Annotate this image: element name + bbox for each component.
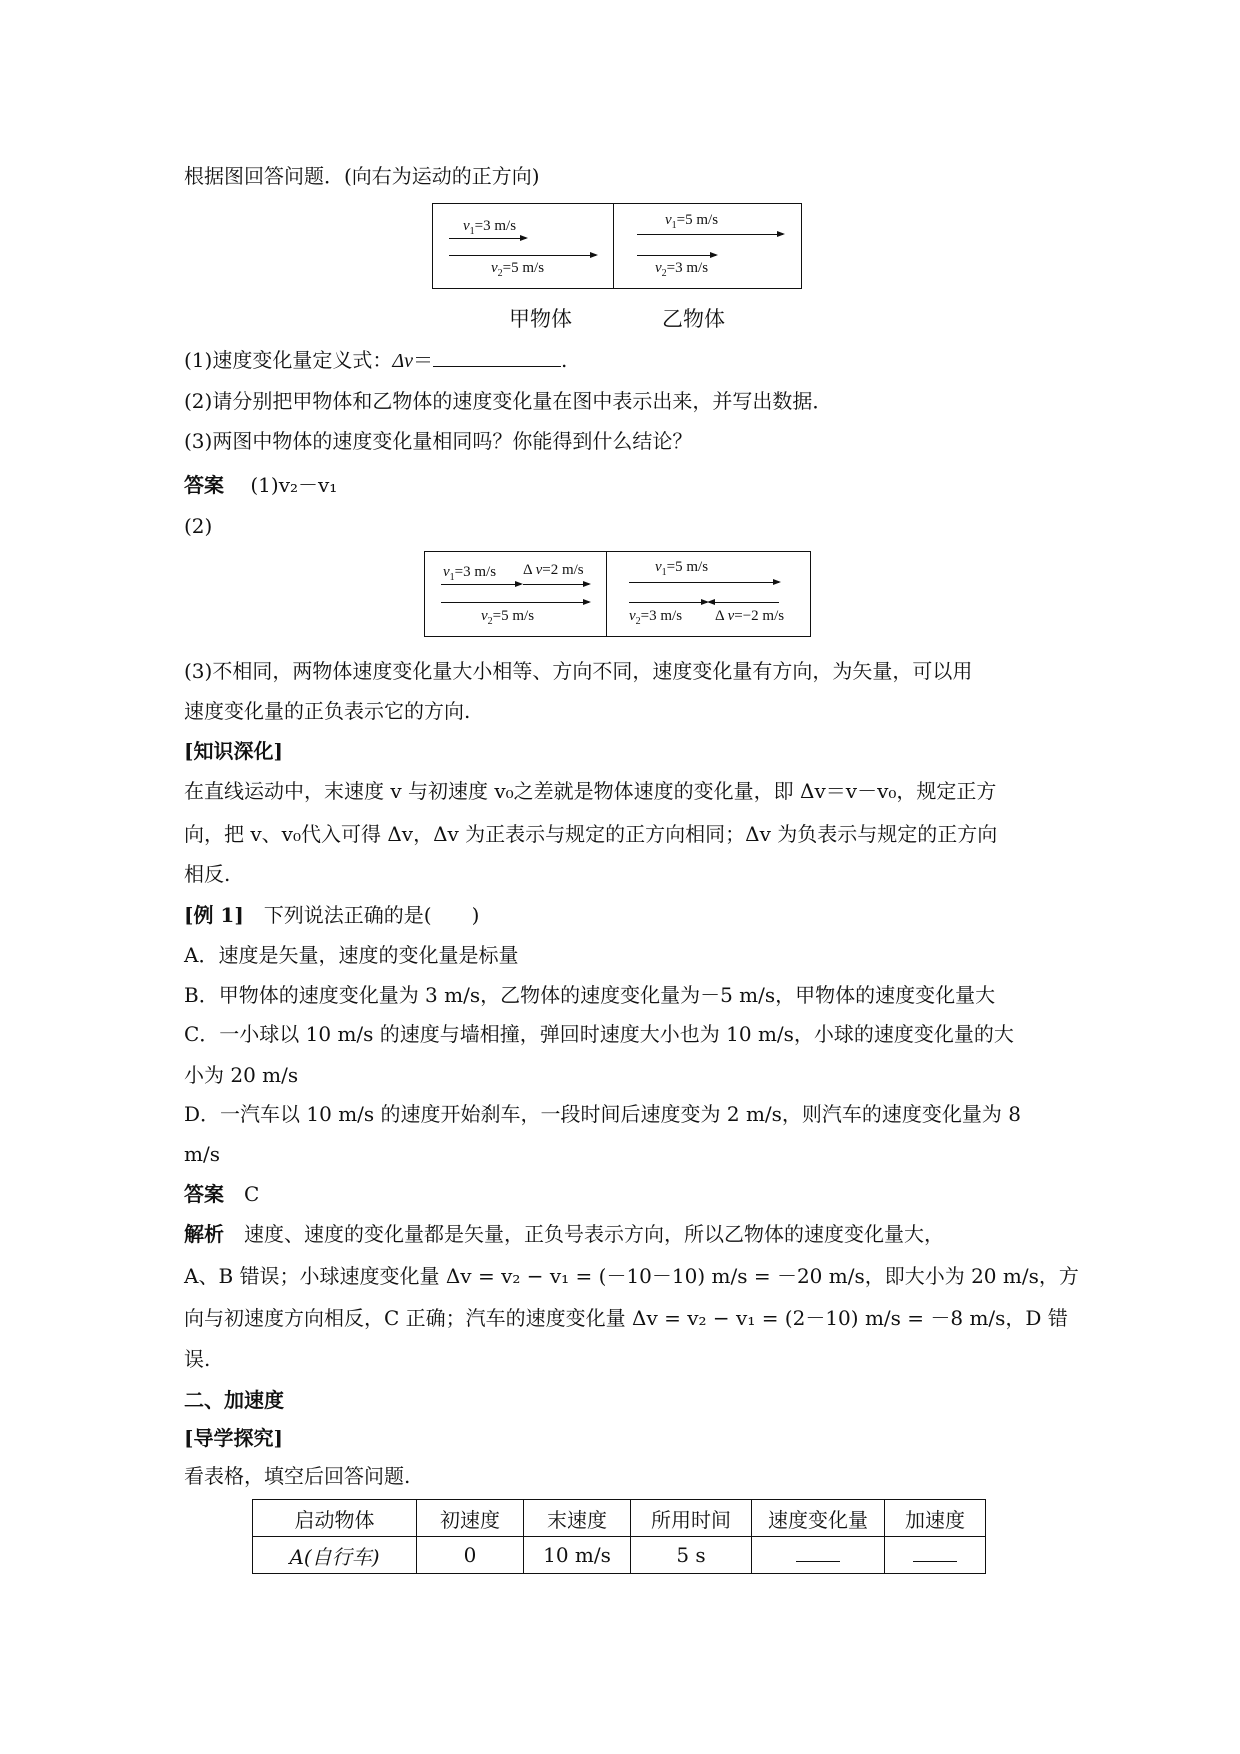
arrow-right-v1	[637, 234, 783, 235]
knowledge-line-1: 在直线运动中，末速度 v 与初速度 v₀之差就是物体速度的变化量，即 Δv＝v－v₀，规定正方	[184, 779, 997, 803]
arrow-right-v1	[629, 582, 779, 583]
analysis-line-3: 向与初速度方向相反，C 正确；汽车的速度变化量 Δv = v₂ − v₁ = (2－10) m/s = －8 m/s，D 错	[184, 1306, 1068, 1330]
caption-yi: 乙物体	[662, 307, 725, 331]
velocity-diagram-answer	[424, 551, 811, 637]
answer-blank	[433, 346, 561, 367]
question-2: (2)请分别把甲物体和乙物体的速度变化量在图中表示出来，并写出数据．	[184, 389, 833, 413]
label-right-v1: $v_1=5$ m/s	[665, 212, 719, 231]
caption-jia: 甲物体	[509, 307, 572, 331]
label-right-v2: $v_2=3$ m/s	[655, 260, 709, 279]
section-2-sub: [导学探究]	[184, 1426, 283, 1450]
answer-3-line-1: (3)不相同，两物体速度变化量大小相等、方向不同，速度变化量有方向，为矢量，可以用	[184, 659, 973, 683]
label-left-dv: Δ v=2 m/s	[523, 562, 584, 578]
velocity-diagram-question	[432, 203, 802, 289]
answer-3-line-2: 速度变化量的正负表示它的方向.	[184, 699, 471, 723]
arrow-right-dv	[709, 602, 779, 603]
analysis-line-1: 解析 速度、速度的变化量都是矢量，正负号表示方向，所以乙物体的速度变化量大，	[184, 1222, 944, 1246]
analysis-line-2: A、B 错误；小球速度变化量 Δv = v₂ − v₁ = (－10－10) m/s = －20 m/s，即大小为 20 m/s，方	[184, 1264, 1079, 1288]
answer-1: 答案 (1)v₂－v₁	[184, 473, 338, 497]
label-right-dv: Δ v=−2 m/s	[715, 608, 785, 624]
table-header: 初速度	[417, 1500, 524, 1537]
arrow-left-v2	[441, 602, 589, 603]
table-header: 所用时间	[631, 1500, 752, 1537]
table-cell-blank	[752, 1537, 885, 1574]
label-right-v1: $v_1=5$ m/s	[655, 559, 709, 578]
knowledge-heading: [知识深化]	[184, 739, 283, 763]
answer-blank	[796, 1545, 840, 1562]
table-cell: A(自行车)	[253, 1537, 417, 1574]
arrow-left-v1	[441, 584, 521, 585]
label-left-v2: $v_2=5$ m/s	[481, 608, 535, 627]
section-2-heading: 二、加速度	[184, 1388, 284, 1412]
answer-2-label: (2)	[184, 514, 213, 538]
data-table	[252, 1499, 986, 1574]
example-question: [例 1] 下列说法正确的是( )	[184, 903, 480, 927]
arrow-left-v1	[449, 238, 526, 239]
table-header: 启动物体	[253, 1500, 417, 1537]
label-left-v1: $v_1=3$ m/s	[443, 564, 497, 583]
arrow-right-v2	[629, 602, 707, 603]
option-d-line-2: m/s	[184, 1142, 220, 1166]
option-a: A．速度是矢量，速度的变化量是标量	[184, 943, 519, 967]
table-row	[253, 1537, 986, 1574]
option-c-line-1: C．一小球以 10 m/s 的速度与墙相撞，弹回时速度大小也为 10 m/s，小球的速度变化量的大	[184, 1022, 1014, 1046]
analysis-line-4: 误.	[184, 1347, 211, 1371]
arrow-left-v2	[449, 255, 596, 256]
section-2-instruction: 看表格，填空后回答问题.	[184, 1464, 411, 1488]
example-answer: 答案 C	[184, 1182, 260, 1206]
label-left-v2: $v_2=5$ m/s	[491, 260, 545, 279]
option-b: B．甲物体的速度变化量为 3 m/s，乙物体的速度变化量为－5 m/s，甲物体的速度变化量大	[184, 983, 996, 1007]
answer-blank	[913, 1545, 957, 1562]
label-left-v1: $v_1=3$ m/s	[463, 218, 517, 237]
table-header-row	[253, 1500, 986, 1537]
table-header: 加速度	[885, 1500, 986, 1537]
arrow-right-v2	[637, 255, 716, 256]
table-cell: 10 m/s	[524, 1537, 631, 1574]
arrow-left-dv	[523, 584, 589, 585]
table-cell: 0	[417, 1537, 524, 1574]
intro-text: 根据图回答问题．(向右为运动的正方向)	[184, 164, 540, 188]
knowledge-line-2: 向，把 v、v₀代入可得 Δv，Δv 为正表示与规定的正方向相同；Δv 为负表示与规定的正方向	[184, 822, 998, 846]
table-cell-blank	[885, 1537, 986, 1574]
table-header: 速度变化量	[752, 1500, 885, 1537]
option-c-line-2: 小为 20 m/s	[184, 1063, 299, 1087]
table-header: 末速度	[524, 1500, 631, 1537]
question-1: (1)速度变化量定义式：Δv＝ .	[184, 348, 568, 372]
table-cell: 5 s	[631, 1537, 752, 1574]
knowledge-line-3: 相反.	[184, 862, 231, 886]
option-d-line-1: D．一汽车以 10 m/s 的速度开始刹车，一段时间后速度变为 2 m/s，则汽车的速度变化量为 8	[184, 1102, 1022, 1126]
label-right-v2: $v_2=3$ m/s	[629, 608, 683, 627]
question-3: (3)两图中物体的速度变化量相同吗？你能得到什么结论？	[184, 429, 693, 453]
